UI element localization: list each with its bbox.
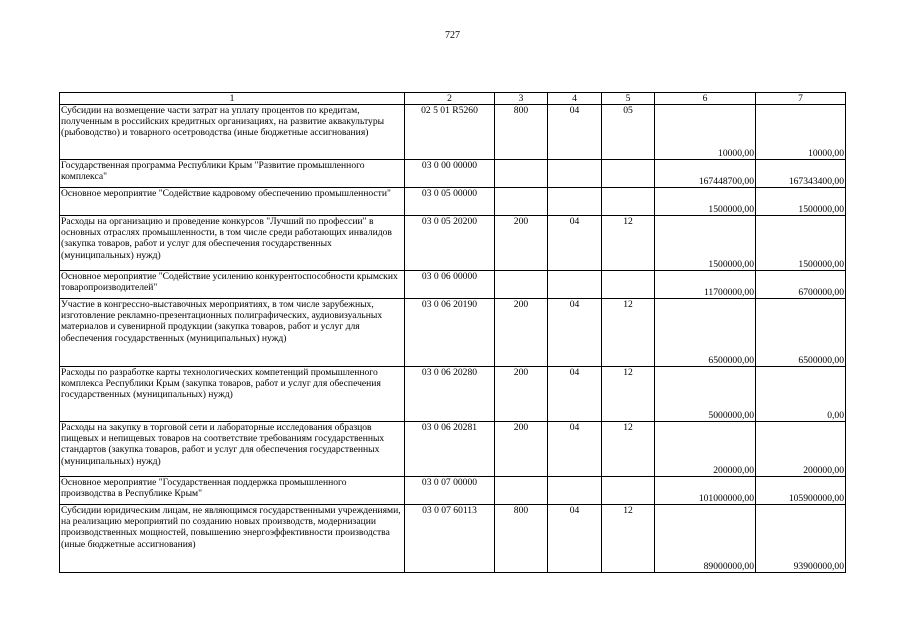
row-col3 [495,160,548,188]
row-col4: 04 [548,299,602,367]
table-row [60,216,846,271]
row-col7: 6700000,00 [756,271,846,299]
row-code: 03 0 05 00000 [405,188,495,216]
row-col4 [548,477,602,505]
row-col7: 105900000,00 [756,477,846,505]
table-header-row [60,93,846,105]
header-cell: 5 [602,93,655,105]
table-row [60,160,846,188]
row-col7: 10000,00 [756,105,846,160]
row-col5 [602,188,655,216]
row-col6: 10000,00 [655,105,756,160]
budget-table [59,92,846,573]
row-col5 [602,160,655,188]
row-col4: 04 [548,216,602,271]
page-number: 727 [445,30,460,41]
row-name: Расходы по разработке карты технологических компетенций промышленного комплекса Республики Крым (закупка товаров, работ и услуг для обеспечения государственных (муниципальных) нужд) [60,367,405,422]
row-code: 02 5 01 R5260 [405,105,495,160]
row-col5: 12 [602,367,655,422]
row-col4 [548,271,602,299]
row-name: Государственная программа Республики Крым "Развитие промышленного комплекса" [60,160,405,188]
table-row [60,271,846,299]
row-col7: 6500000,00 [756,299,846,367]
row-col3 [495,271,548,299]
header-cell: 4 [548,93,602,105]
row-col5: 12 [602,505,655,573]
row-col7: 0,00 [756,367,846,422]
row-col4 [548,188,602,216]
row-col5: 12 [602,216,655,271]
row-name: Субсидии юридическим лицам, не являющимся государственными учреждениями, на реализацию мероприятий по созданию новых производств, модернизации производственных мощностей, повышению энергоэффективности производства (иные бюджетные ассигнования) [60,505,405,573]
row-col4 [548,160,602,188]
row-col3: 200 [495,299,548,367]
row-col6: 1500000,00 [655,188,756,216]
row-col4: 04 [548,422,602,477]
table-row [60,505,846,573]
header-cell: 7 [756,93,846,105]
row-col3: 800 [495,105,548,160]
row-col4: 04 [548,105,602,160]
row-col5 [602,477,655,505]
row-col6: 200000,00 [655,422,756,477]
row-col7: 167343400,00 [756,160,846,188]
row-col6: 1500000,00 [655,216,756,271]
row-name: Расходы на организацию и проведение конкурсов "Лучший по профессии" в основных отраслях промышленности, в том числе среди работающих инвалидов (закупка товаров, работ и услуг для обеспечения государственных (муниципальных) нужд) [60,216,405,271]
table-row [60,477,846,505]
row-code: 03 0 06 00000 [405,271,495,299]
row-code: 03 0 07 60113 [405,505,495,573]
row-col7: 200000,00 [756,422,846,477]
table-row [60,299,846,367]
row-code: 03 0 06 20281 [405,422,495,477]
row-name: Основное мероприятие "Государственная поддержка промышленного производства в Республике Крым" [60,477,405,505]
row-col5: 12 [602,299,655,367]
row-col6: 89000000,00 [655,505,756,573]
row-col6: 6500000,00 [655,299,756,367]
row-code: 03 0 00 00000 [405,160,495,188]
row-col6: 101000000,00 [655,477,756,505]
row-col3: 800 [495,505,548,573]
row-name: Основное мероприятие "Содействие усилению конкурентоспособности крымских товаропроизводителей" [60,271,405,299]
row-name: Субсидии на возмещение части затрат на уплату процентов по кредитам, полученным в российских кредитных организациях, на развитие аквакультуры (рыбоводство) и товарного осетроводства (иные бюджетные ассигнования) [60,105,405,160]
row-name: Участие в конгрессно-выставочных мероприятиях, в том числе зарубежных, изготовление рекламно-презентационных полиграфических, аудиовизуальных материалов и сувенирной продукции (закупка товаров, работ и услуг для обеспечения государственных (муниципальных) нужд) [60,299,405,367]
row-col3: 200 [495,216,548,271]
table-row [60,422,846,477]
header-cell: 1 [60,93,405,105]
row-col4: 04 [548,505,602,573]
row-col6: 167448700,00 [655,160,756,188]
row-col6: 5000000,00 [655,367,756,422]
row-col7: 1500000,00 [756,188,846,216]
row-col6: 11700000,00 [655,271,756,299]
row-code: 03 0 07 00000 [405,477,495,505]
header-cell: 3 [495,93,548,105]
header-cell: 2 [405,93,495,105]
row-name: Основное мероприятие "Содействие кадровому обеспечению промышленности" [60,188,405,216]
row-col5: 12 [602,422,655,477]
header-cell: 6 [655,93,756,105]
row-col7: 93900000,00 [756,505,846,573]
table-row [60,105,846,160]
row-col7: 1500000,00 [756,216,846,271]
row-col3: 200 [495,422,548,477]
row-col4: 04 [548,367,602,422]
row-col5 [602,271,655,299]
row-col5: 05 [602,105,655,160]
table-row [60,188,846,216]
row-col3 [495,188,548,216]
row-name: Расходы на закупку в торговой сети и лабораторные исследования образцов пищевых и непищевых товаров на соответствие требованиям государственных стандартов (закупка товаров, работ и услуг для обеспечения государственных (муниципальных) нужд) [60,422,405,477]
row-code: 03 0 05 20200 [405,216,495,271]
table-row [60,367,846,422]
row-col3 [495,477,548,505]
row-code: 03 0 06 20190 [405,299,495,367]
row-col3: 200 [495,367,548,422]
row-code: 03 0 06 20280 [405,367,495,422]
